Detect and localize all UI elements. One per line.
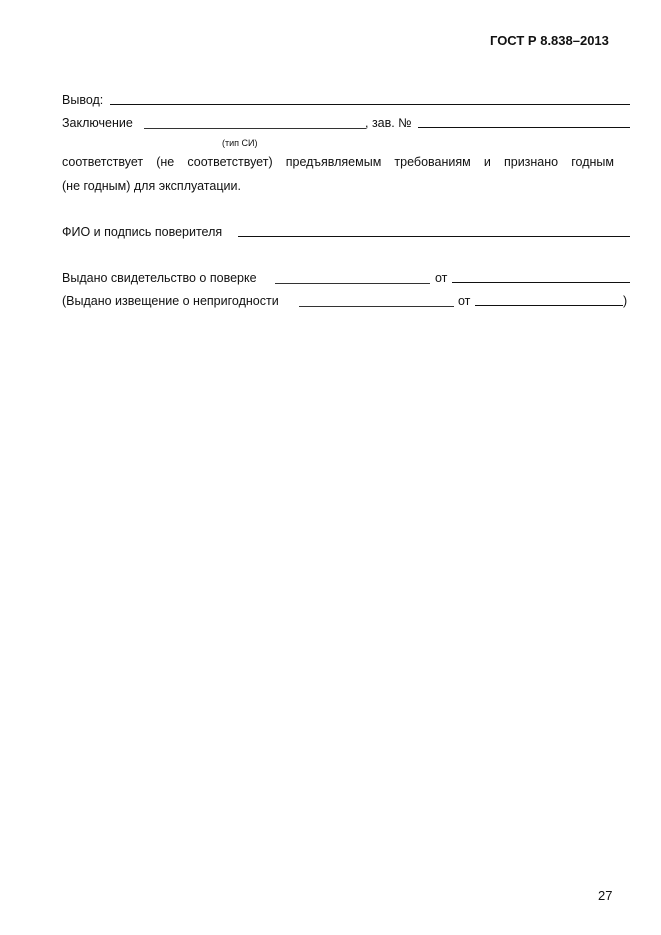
- certificate-from-label: от: [435, 271, 448, 285]
- si-type-caption: (тип СИ): [222, 138, 258, 148]
- notice-number-blank[interactable]: [299, 306, 454, 307]
- notice-from-label: от: [458, 294, 471, 308]
- verifier-signature-blank[interactable]: [238, 236, 630, 237]
- serial-number-blank[interactable]: [418, 127, 630, 128]
- notice-date-blank[interactable]: [475, 305, 623, 306]
- certificate-number-blank[interactable]: [275, 283, 430, 284]
- serial-label: , зав. №: [365, 116, 412, 130]
- conclusion-blank[interactable]: [110, 104, 630, 105]
- notice-close-paren: ): [623, 294, 628, 308]
- certificate-label: Выдано свидетельство о поверке: [62, 271, 257, 285]
- compliance-text-line2: (не годным) для эксплуатации.: [62, 179, 241, 193]
- compliance-text-line1: соответствует (не соответствует) предъявляемым требованиям и признано годным: [62, 155, 614, 169]
- notice-label: (Выдано извещение о непригодности: [62, 294, 279, 308]
- si-type-blank[interactable]: [144, 128, 366, 129]
- verifier-label: ФИО и подпись поверителя: [62, 225, 223, 239]
- verdict-label: Заключение: [62, 116, 133, 130]
- certificate-date-blank[interactable]: [452, 282, 630, 283]
- document-code: ГОСТ Р 8.838–2013: [490, 33, 609, 48]
- page-number: 27: [598, 888, 613, 903]
- conclusion-label: Вывод:: [62, 93, 104, 107]
